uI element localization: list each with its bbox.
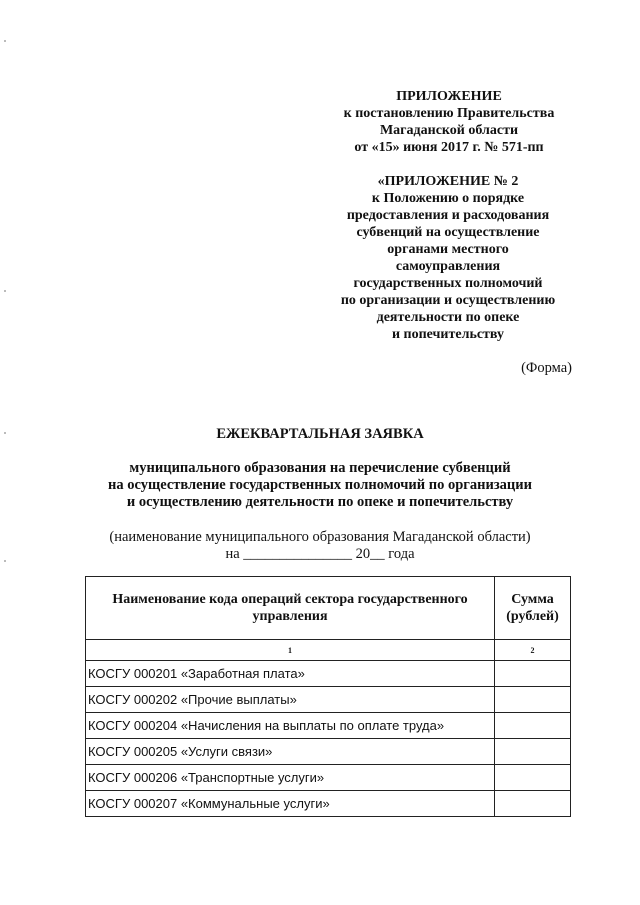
document-title: ЕЖЕКВАРТАЛЬНАЯ ЗАЯВКА (216, 426, 424, 442)
appendix-line: Магаданской области (379, 123, 519, 138)
scan-mark (4, 560, 6, 562)
appendix-2-line: по организации и осуществлению (340, 293, 556, 308)
appendix-2-line: деятельности по опеке (376, 310, 520, 325)
header-amount: Сумма (рублей) (495, 577, 571, 640)
municipality-name-caption: (наименование муниципального образования Магаданской области) (109, 529, 531, 545)
kosgu-name-cell: КОСГУ 000201 «Заработная плата» (86, 661, 495, 687)
appendix-2-line: самоуправления (395, 259, 501, 274)
appendix-line: от «15» июня 2017 г. № 571-пп (354, 140, 544, 155)
table-row (86, 791, 571, 817)
scan-mark (4, 432, 6, 434)
appendix-2-line: и попечительству (391, 327, 505, 342)
column-number: 1 (86, 640, 495, 661)
appendix-2-block (322, 173, 574, 343)
kosgu-table (85, 576, 571, 817)
column-number: 2 (495, 640, 571, 661)
scan-mark (4, 290, 6, 292)
table-header-row (86, 577, 571, 640)
amount-cell (495, 791, 571, 817)
subtitle-line: на осуществление государственных полномочий по организации (108, 477, 532, 493)
scan-mark (4, 40, 6, 42)
amount-cell (495, 661, 571, 687)
appendix-line: к постановлению Правительства (343, 106, 555, 121)
appendix-2-line: «ПРИЛОЖЕНИЕ № 2 (377, 174, 519, 189)
appendix-2-line: органами местного (387, 242, 509, 257)
table-row (86, 713, 571, 739)
subtitle-line: и осуществлению деятельности по опеке и попечительству (126, 494, 514, 510)
appendix-2-line: субвенций на осуществление (356, 225, 540, 240)
amount-cell (495, 687, 571, 713)
table-row (86, 739, 571, 765)
amount-cell (495, 713, 571, 739)
subtitle-line: муниципального образования на перечисление субвенций (129, 460, 511, 476)
kosgu-name-cell: КОСГУ 000207 «Коммунальные услуги» (86, 791, 495, 817)
document-subtitle (70, 460, 570, 511)
column-number-row (86, 640, 571, 661)
table-row (86, 687, 571, 713)
amount-cell (495, 765, 571, 791)
kosgu-name-cell: КОСГУ 000202 «Прочие выплаты» (86, 687, 495, 713)
appendix-2-line: государственных полномочий (353, 276, 543, 291)
amount-cell (495, 739, 571, 765)
appendix-block (330, 88, 568, 156)
appendix-2-line: к Положению о порядке (371, 191, 525, 206)
kosgu-name-cell: КОСГУ 000206 «Транспортные услуги» (86, 765, 495, 791)
table-row (86, 661, 571, 687)
header-kosgu-name: Наименование кода операций сектора государственного управления (86, 577, 495, 640)
table-row (86, 765, 571, 791)
appendix-title: ПРИЛОЖЕНИЕ (396, 89, 502, 104)
appendix-2-line: предоставления и расходования (346, 208, 550, 223)
kosgu-name-cell: КОСГУ 000204 «Начисления на выплаты по оплате труда» (86, 713, 495, 739)
form-label: (Форма) (521, 360, 572, 376)
period-line: на _______________ 20__ года (225, 546, 415, 562)
kosgu-name-cell: КОСГУ 000205 «Услуги связи» (86, 739, 495, 765)
